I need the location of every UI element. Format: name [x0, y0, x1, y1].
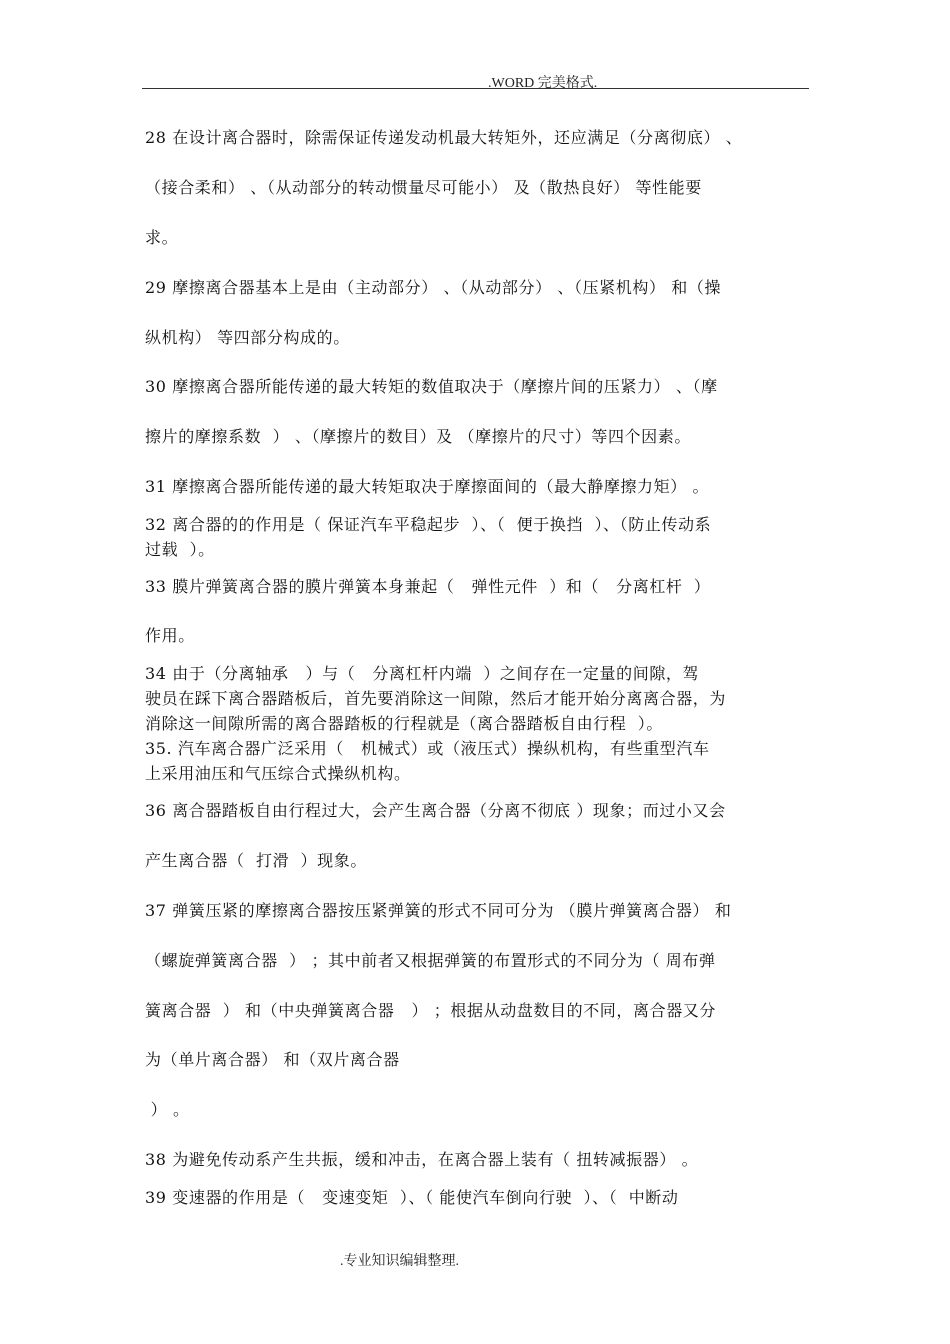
text-line: 30 摩擦离合器所能传递的最大转矩的数值取决于（摩擦片间的压紧力） 、（摩	[145, 377, 718, 396]
text-line: 消除这一间隙所需的离合器踏板的行程就是（离合器踏板自由行程 ）。	[145, 714, 663, 733]
text-line: 过载 ）。	[145, 540, 215, 559]
text-line: 驶员在踩下离合器踏板后，首先要消除这一间隙，然后才能开始分离离合器，为	[145, 689, 727, 708]
text-line: 纵机构） 等四部分构成的。	[145, 328, 350, 347]
text-line: （接合柔和） 、（从动部分的转动惯量尽可能小） 及（散热良好） 等性能要	[145, 178, 702, 197]
text-line: 35. 汽车离合器广泛采用（ 机械式）或（液压式）操纵机构，有些重型汽车	[145, 739, 710, 758]
text-line: 37 弹簧压紧的摩擦离合器按压紧弹簧的形式不同可分为 （膜片弹簧离合器） 和	[145, 901, 732, 920]
text-line: 产生离合器（ 打滑 ）现象。	[145, 851, 367, 870]
text-line: 34 由于（分离轴承 ）与（ 分离杠杆内端 ）之间存在一定量的间隙，驾	[145, 664, 700, 683]
page-header: .WORD 完美格式.	[488, 76, 598, 91]
text-line: （螺旋弹簧离合器 ） ；其中前者又根据弹簧的布置形式的不同分为（ 周布弹	[145, 951, 716, 970]
text-line: 上采用油压和气压综合式操纵机构。	[145, 764, 411, 783]
text-line: ） 。	[145, 1100, 190, 1119]
text-line: 38 为避免传动系产生共振，缓和冲击，在离合器上装有（ 扭转减振器） 。	[145, 1150, 699, 1169]
text-line: 33 膜片弹簧离合器的膜片弹簧本身兼起（ 弹性元件 ）和（ 分离杠杆 ）	[145, 577, 711, 596]
text-line: 为（单片离合器） 和（双片离合器	[145, 1050, 400, 1069]
text-line: 36 离合器踏板自由行程过大，会产生离合器（分离不彻底 ）现象；而过小又会	[145, 801, 726, 820]
text-line: 作用。	[145, 626, 195, 645]
page-footer: .专业知识编辑整理.	[340, 1254, 459, 1269]
text-line: 簧离合器 ） 和（中央弹簧离合器 ） ；根据从动盘数目的不同，离合器又分	[145, 1001, 717, 1020]
text-line: 求。	[145, 228, 179, 247]
text-line: 29 摩擦离合器基本上是由（主动部分） 、（从动部分） 、（压紧机构） 和（操	[145, 278, 722, 297]
text-line: 擦片的摩擦系数 ） 、（摩擦片的数目）及 （摩擦片的尺寸）等四个因素。	[145, 427, 691, 446]
text-line: 31 摩擦离合器所能传递的最大转矩取决于摩擦面间的（最大静摩擦力矩） 。	[145, 477, 710, 496]
text-line: 32 离合器的的作用是（ 保证汽车平稳起步 ）、（ 便于换挡 ）、（防止传动系	[145, 515, 712, 534]
text-line: 28 在设计离合器时，除需保证传递发动机最大转矩外，还应满足（分离彻底） 、	[145, 128, 743, 147]
text-line: 39 变速器的作用是（ 变速变矩 ）、（ 能使汽车倒向行驶 ）、（ 中断动	[145, 1188, 679, 1207]
header-divider	[142, 88, 809, 89]
